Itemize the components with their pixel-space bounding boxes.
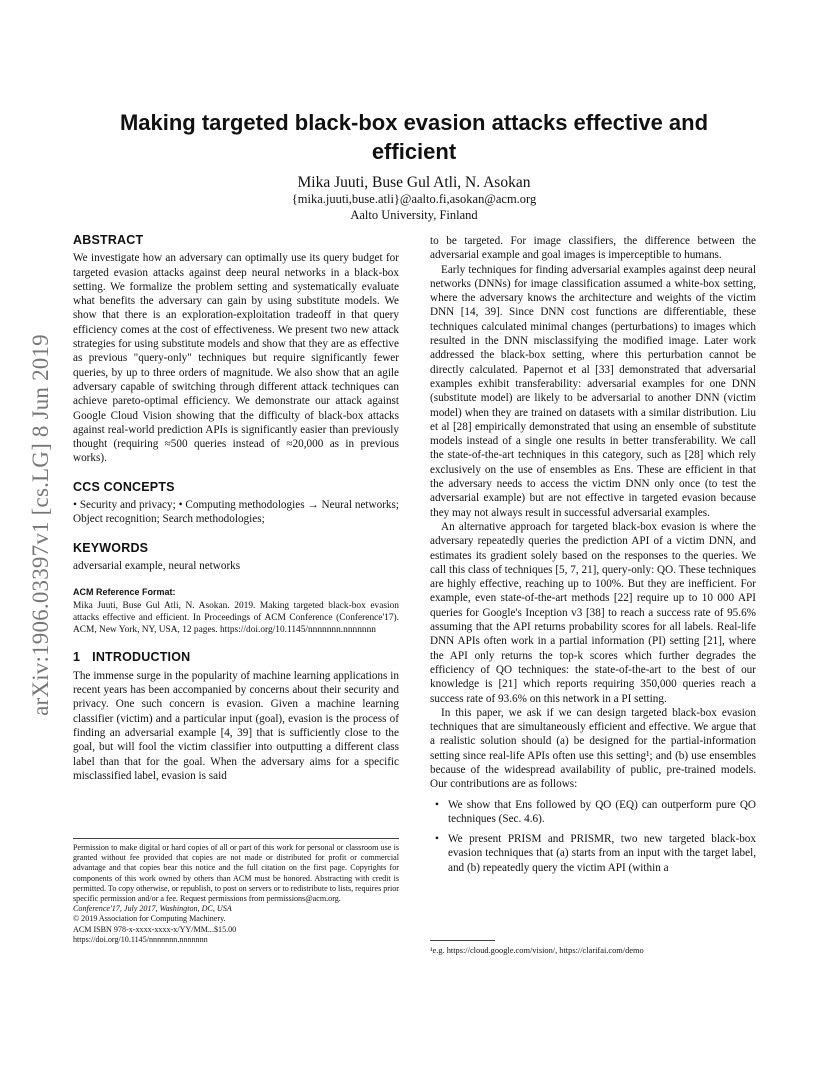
contribution-list [430,798,756,875]
contribution-text: We present PRISM and PRISMR, two new targeted black-box evasion techniques that (a) starts from an input with the target label, and (b) repeatedly query the victim API (within a [448,833,756,874]
acm-reference-text: Mika Juuti, Buse Gul Atli, N. Asokan. 2019. Making targeted black-box evasion attacks effective and efficient. In Proceedings of ACM Conference (Conference'17). ACM, New York, NY, USA, 12 pages. https://doi.org/10.1145/nnnnnnn.nnnnnnn [73,600,399,636]
affiliation: Aalto University, Finland [350,208,478,222]
list-item [430,798,756,827]
intro-paragraph-1-continued: to be targeted. For image classifiers, the difference between the adversarial example and goal images is imperceptible to humans. [430,235,756,262]
section-number: 1 [73,650,81,665]
ccs-heading: CCS CONCEPTS [73,479,175,494]
contribution-text: We show that Ens followed by QO (EQ) can outperform pure QO techniques (Sec. 4.6). [448,798,756,825]
footnote-text: ¹e.g. https://cloud.google.com/vision/, https://clarifai.com/demo [430,946,644,955]
permission-block [73,838,399,945]
author-list: Mika Juuti, Buse Gul Atli, N. Asokan [297,174,531,191]
section-title: INTRODUCTION [92,650,191,665]
right-column [430,234,756,881]
intro-paragraph-4: In this paper, we ask if we can design targeted black-box evasion techniques that are simultaneously efficient and effective. We argue that a realistic solution should (a) be designed for the partial-information setting since real-life APIs often use this setting¹; and (b) use ensembles because of the widespread availability of public, pre-trained models. Our contributions are as follows: [430,706,756,791]
conference-line: Conference'17, July 2017, Washington, DC, USA [73,904,232,914]
copyright-line: © 2019 Association for Computing Machinery. [73,914,226,924]
intro-paragraph-2: Early techniques for finding adversarial examples against deep neural networks (DNNs) for image classification assumed a white-box setting, where the adversary knows the architecture and weights of the victim DNN [14, 39]. Since DNN cost functions are differentiable, these techniques calculated minimal changes (perturbations) to images which resulted in the DNN misclassifying the modified image. Later work addressed the black-box setting, where this perturbation cannot be directly calculated. Papernot et al [33] demonstrated that adversarial examples exhibit transferability: adversarial examples for one DNN (substitute model) are likely to be adversarial to another DNN (victim model) when they are trained on datasets with a similar distribution. Liu et al [28] empirically demonstrated that using an ensemble of substitute models instead of a single one results in better transferability. We call the state-of-the-art techniques in this category, such as [28] which rely exclusively on the use of ensembles as Ens. These are efficient in that the adversary needs to access the victim DNN only once (to test the adversarial example) but are not effective in targeted evasion because they may not always result in successful adversarial examples. [430,263,756,519]
doi-line: https://doi.org/10.1145/nnnnnnn.nnnnnnn [73,934,208,944]
footnote [430,940,756,956]
paper-title: Making targeted black-box evasion attacks effective and efficient [119,110,709,164]
bullet-marker: • [435,798,439,811]
left-column [73,233,399,783]
keywords-text: adversarial example, neural networks [73,559,241,572]
permission-rule [73,838,399,839]
intro-paragraph-3: An alternative approach for targeted black-box evasion is where the adversary repeatedly queries the prediction API of a victim DNN, and estimates its gradient solely based on the responses to the queries. We call this class of techniques [5, 7, 21], query-only: QO. These techniques are highly effective, reaching up to 100%. But they are inefficient. For example, even state-of-the-art methods [22] require up to 10 000 API queries for Google's Inception v3 [38] to reach a success rate of 95.6% assuming that the API returns probability scores for all labels. Real-life DNN APIs often work in a partial information (PI) setting [21], where the API only returns the top-k scores which further degrades the efficiency of QO techniques: the state-of-the-art to the best of our knowledge is [21] which reports requiring 350,000 queries reach a success rate of 93.6% on this network in a PI setting. [430,520,756,705]
ccs-text: • Security and privacy; • Computing methodologies → Neural networks; Object recognition; Search methodologies; [73,499,399,526]
author-emails: {mika.juuti,buse.atli}@aalto.fi,asokan@acm.org [291,192,537,206]
arxiv-side-stamp [16,295,66,755]
list-item [430,832,756,875]
keywords-heading: KEYWORDS [73,540,149,555]
footnote-rule [430,940,495,941]
acm-reference-label: ACM Reference Format: [73,587,176,598]
abstract-text: We investigate how an adversary can optimally use its query budget for targeted evasion attacks against deep neural networks in a black-box setting. We formalize the problem setting and systematically evaluate what benefits the adversary can gain by using substitute models. We show that there is an exploration-exploitation tradeoff in that query efficiency comes at the cost of effectiveness. We present two new attack strategies for using substitute models and show that they are as effective as previous "query-only" techniques but require significantly fewer queries, by up to three orders of magnitude. We also show that an agile adversary capable of switching through different attack techniques can achieve pareto-optimal efficiency. We demonstrate our attack against Google Cloud Vision showing that the difficulty of black-box attacks against real-world prediction APIs is significantly easier than previously thought (requiring ≈500 queries instead of ≈20,000 as in previous works). [73,252,399,465]
introduction-heading [73,650,399,664]
isbn-line: ACM ISBN 978-x-xxxx-xxxx-x/YY/MM...$15.00 [73,924,237,934]
bullet-marker: • [435,833,439,846]
permission-text: Permission to make digital or hard copies of all or part of this work for personal or classroom use is granted without fee provided that copies are not made or distributed for profit or commercial advantage and that copies bear this notice and the full citation on the first page. Copyrights for components of this work owned by others than ACM must be honored. Abstracting with credit is permitted. To copy otherwise, or republish, to post on servers or to redistribute to lists, requires prior specific permission and/or a fee. Request permissions from permissions@acm.org. [73,843,399,904]
abstract-heading: ABSTRACT [73,233,144,247]
arxiv-identifier: arXiv:1906.03397v1 [cs.LG] 8 Jun 2019 [28,334,53,716]
intro-paragraph-1: The immense surge in the popularity of machine learning applications in recent years has been accompanied by concerns about their security and privacy. One such concern is evasion. Given a machine learning classifier (victim) and a particular input (goal), evasion is the process of finding an adversarial example [4, 39] that is sufficiently close to the goal, but will fool the victim classifier into outputting a different class label than that for the goal. When the adversary aims for a specific misclassified label, evasion is said [73,669,399,782]
